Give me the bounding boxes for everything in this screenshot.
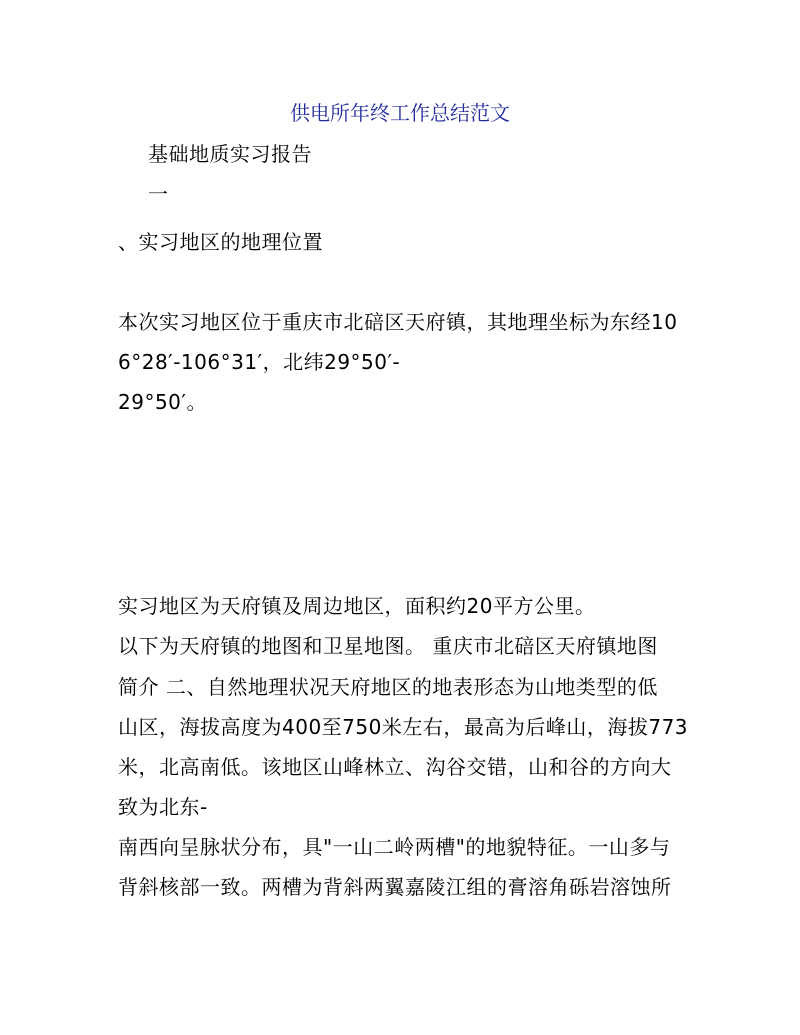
- section-heading: 、实习地区的地理位置: [118, 230, 323, 254]
- text-line: 以下为天府镇的地图和卫星地图。 重庆市北碚区天府镇地图: [118, 634, 658, 658]
- text-line: 山区，海拔高度为400至750米左右，最高为后峰山，海拔773: [118, 715, 689, 739]
- section-number: 一: [148, 182, 169, 206]
- document-title: 供电所年终工作总结范文: [290, 101, 510, 125]
- text-line: 29°50′。: [118, 390, 207, 414]
- text-line: 致为北东-: [118, 795, 208, 819]
- text-line: 南西向呈脉状分布，具"一山二岭两槽"的地貌特征。一山多与: [118, 835, 671, 859]
- text-line: 本次实习地区位于重庆市北碚区天府镇，其地理坐标为东经10: [118, 310, 678, 334]
- text-line: 实习地区为天府镇及周边地区，面积约20平方公里。: [118, 594, 596, 618]
- text-line: 背斜核部一致。两槽为背斜两翼嘉陵江组的膏溶角砾岩溶蚀所: [118, 875, 672, 899]
- text-line: 简介 二、自然地理状况天府地区的地表形态为山地类型的低: [118, 675, 658, 699]
- text-line: 米，北高南低。该地区山峰林立、沟谷交错，山和谷的方向大: [118, 755, 672, 779]
- text-line: 6°28′-106°31′，北纬29°50′-: [118, 350, 401, 374]
- report-subtitle: 基础地质实习报告: [148, 142, 312, 166]
